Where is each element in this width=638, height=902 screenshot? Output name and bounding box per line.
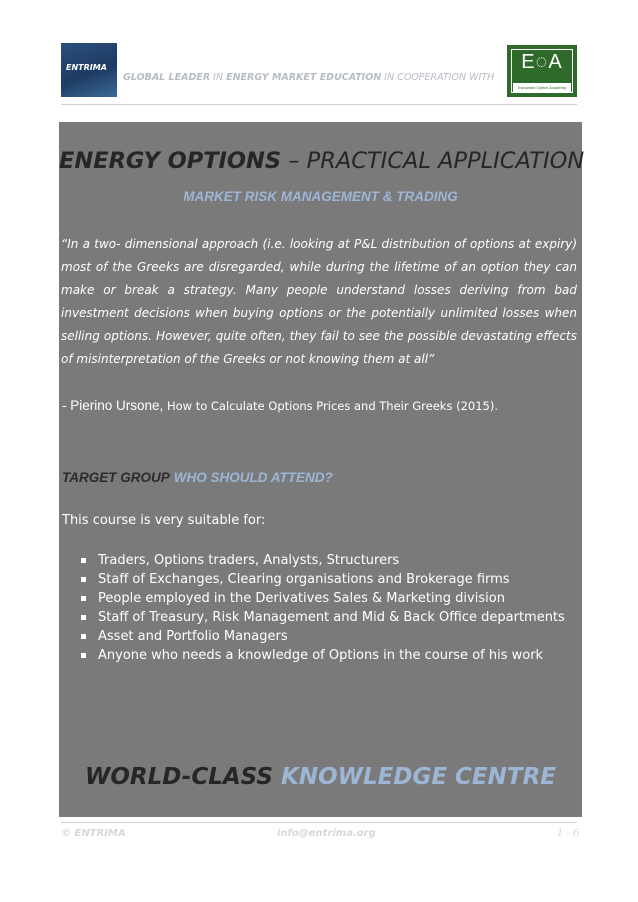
- content-panel: [59, 122, 585, 817]
- list-item: [81, 627, 565, 646]
- footer-email[interactable]: info@entrima.org: [277, 828, 376, 839]
- page-subtitle: MARKET RISK MANAGEMENT & TRADING: [183, 189, 458, 204]
- closing-slogan: [59, 764, 582, 790]
- list-item: [81, 589, 565, 608]
- bullet-icon: [81, 653, 86, 658]
- bullet-icon: [81, 596, 86, 601]
- attribution-book: How to Calculate Options Prices and Their Greeks (2015).: [163, 399, 498, 413]
- eoa-logo-subtitle: European Option Academy: [513, 83, 571, 92]
- footer-copyright: © ENTRIMA: [61, 828, 126, 839]
- tagline-part: IN COOPERATION WITH: [381, 72, 495, 83]
- entrima-logo-text: ENTRIMA: [66, 63, 107, 72]
- header-tagline: [123, 72, 494, 83]
- title-bold: ENERGY OPTIONS: [59, 148, 282, 174]
- list-item-text: Staff of Treasury, Risk Management and Mid & Back Office departments: [98, 610, 565, 625]
- list-item: [81, 551, 565, 570]
- target-question: WHO SHOULD ATTEND?: [173, 470, 333, 485]
- entrima-logo: [61, 43, 117, 97]
- tagline-part: GLOBAL LEADER: [123, 72, 211, 83]
- list-item-text: Asset and Portfolio Managers: [98, 629, 288, 644]
- bullet-icon: [81, 558, 86, 563]
- list-item-text: Anyone who needs a knowledge of Options in the course of his work: [98, 648, 544, 663]
- bullet-icon: [81, 577, 86, 582]
- slogan-light: KNOWLEDGE CENTRE: [272, 764, 556, 790]
- audience-intro: This course is very suitable for:: [62, 513, 266, 528]
- quote-text: “In a two- dimensional approach (i.e. looking at P&L distribution of options at expiry) most of the Greeks are disregarded, while during the lifetime of an option they can make or break a strategy. Many people understand losses deriving from bad investment decisions when buying options or the potentially unlimited losses when selling options. However, quite often, they fail to see the possible devastating effects of misinterpretation of the Greeks or not knowing them at all”: [61, 237, 577, 366]
- title-rest: – PRACTICAL APPLICATION: [281, 148, 585, 174]
- list-item-text: People employed in the Derivatives Sales & Marketing division: [98, 591, 505, 606]
- tagline-part: IN: [210, 72, 227, 83]
- target-label: TARGET GROUP: [62, 470, 170, 485]
- audience-list: [81, 551, 565, 665]
- list-item-text: Staff of Exchanges, Clearing organisations and Brokerage firms: [98, 572, 510, 587]
- eoa-logo: [507, 45, 577, 97]
- footer-divider: [61, 822, 577, 823]
- tagline-part: ENERGY MARKET EDUCATION: [226, 72, 382, 83]
- quote-attribution: [62, 395, 498, 414]
- slogan-dark: WORLD-CLASS: [84, 764, 273, 790]
- list-item: [81, 570, 565, 589]
- list-item: [81, 608, 565, 627]
- page-title: [59, 148, 585, 174]
- header-divider: [61, 104, 577, 105]
- attribution-author: - Pierino Ursone,: [62, 398, 164, 413]
- bullet-icon: [81, 634, 86, 639]
- list-item-text: Traders, Options traders, Analysts, Structurers: [98, 553, 400, 568]
- bullet-icon: [81, 615, 86, 620]
- list-item: [81, 646, 565, 665]
- target-group-heading: [62, 470, 333, 485]
- eoa-logo-letters: E◌A: [521, 51, 563, 73]
- footer-page-number: 1 - 6: [557, 828, 580, 839]
